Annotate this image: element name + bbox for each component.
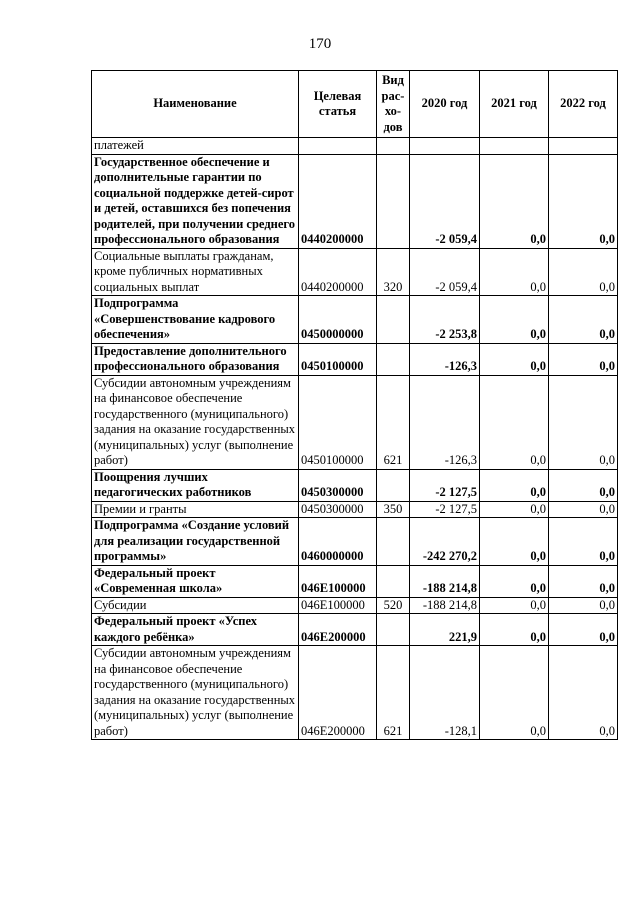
row-code: 0450300000 xyxy=(299,501,377,518)
budget-table xyxy=(91,70,618,740)
table-row xyxy=(92,154,618,248)
row-2022 xyxy=(549,138,618,155)
header-2021: 2021 год xyxy=(480,71,549,138)
row-2021: 0,0 xyxy=(480,597,549,614)
row-2021: 0,0 xyxy=(480,614,549,646)
row-code: 046E200000 xyxy=(299,646,377,740)
row-2021: 0,0 xyxy=(480,469,549,501)
row-2020: -2 253,8 xyxy=(410,296,480,344)
row-name: Предоставление дополнительного профессионального образования xyxy=(92,343,299,375)
table-row xyxy=(92,597,618,614)
row-2020: -2 127,5 xyxy=(410,501,480,518)
row-code xyxy=(299,138,377,155)
row-2022: 0,0 xyxy=(549,375,618,469)
row-code: 0450300000 xyxy=(299,469,377,501)
row-code: 0440200000 xyxy=(299,154,377,248)
row-name: Премии и гранты xyxy=(92,501,299,518)
row-type xyxy=(377,469,410,501)
row-name: Подпрограмма «Совершенствование кадрового обеспечения» xyxy=(92,296,299,344)
row-2022: 0,0 xyxy=(549,614,618,646)
row-2020: -242 270,2 xyxy=(410,518,480,566)
table-row xyxy=(92,469,618,501)
row-code: 0450100000 xyxy=(299,343,377,375)
row-name: Поощрения лучших педагогических работников xyxy=(92,469,299,501)
table-row xyxy=(92,296,618,344)
row-2020: -126,3 xyxy=(410,343,480,375)
row-type xyxy=(377,138,410,155)
row-name: Федеральный проект «Успех каждого ребёнка» xyxy=(92,614,299,646)
row-type xyxy=(377,565,410,597)
row-2021 xyxy=(480,138,549,155)
row-2022: 0,0 xyxy=(549,154,618,248)
row-2020: 221,9 xyxy=(410,614,480,646)
header-row xyxy=(92,71,618,138)
row-type: 320 xyxy=(377,248,410,296)
row-2021: 0,0 xyxy=(480,565,549,597)
row-name: Социальные выплаты гражданам, кроме публичных нормативных социальных выплат xyxy=(92,248,299,296)
table-row xyxy=(92,248,618,296)
row-type: 621 xyxy=(377,646,410,740)
table-row xyxy=(92,343,618,375)
row-code: 0450100000 xyxy=(299,375,377,469)
row-2021: 0,0 xyxy=(480,154,549,248)
row-2020: -188 214,8 xyxy=(410,565,480,597)
row-name: Государственное обеспечение и дополнительные гарантии по социальной поддержке детей-сирот и детей, оставшихся без попечения родителей, при получении среднего профессионального образования xyxy=(92,154,299,248)
row-type: 350 xyxy=(377,501,410,518)
row-2020: -126,3 xyxy=(410,375,480,469)
page-number: 170 xyxy=(308,36,332,52)
header-2020: 2020 год xyxy=(410,71,480,138)
row-2021: 0,0 xyxy=(480,501,549,518)
row-2020: -2 059,4 xyxy=(410,248,480,296)
header-type: Вид рас-хо-дов xyxy=(377,71,410,138)
row-2021: 0,0 xyxy=(480,248,549,296)
row-2020: -128,1 xyxy=(410,646,480,740)
row-name: Субсидии xyxy=(92,597,299,614)
row-type xyxy=(377,343,410,375)
table-row xyxy=(92,501,618,518)
row-code: 046E200000 xyxy=(299,614,377,646)
table-row xyxy=(92,565,618,597)
row-2022: 0,0 xyxy=(549,565,618,597)
table-row xyxy=(92,375,618,469)
row-2022: 0,0 xyxy=(549,343,618,375)
row-code: 0460000000 xyxy=(299,518,377,566)
row-type xyxy=(377,154,410,248)
row-2022: 0,0 xyxy=(549,248,618,296)
table-row xyxy=(92,614,618,646)
row-name: Подпрограмма «Создание условий для реализации государственной программы» xyxy=(92,518,299,566)
header-target: Целевая статья xyxy=(299,71,377,138)
row-2021: 0,0 xyxy=(480,518,549,566)
row-2022: 0,0 xyxy=(549,469,618,501)
row-2022: 0,0 xyxy=(549,296,618,344)
row-code: 0440200000 xyxy=(299,248,377,296)
row-type xyxy=(377,518,410,566)
row-2020: -2 127,5 xyxy=(410,469,480,501)
row-2022: 0,0 xyxy=(549,646,618,740)
row-name: Федеральный проект «Современная школа» xyxy=(92,565,299,597)
row-2022: 0,0 xyxy=(549,501,618,518)
row-code: 046E100000 xyxy=(299,597,377,614)
row-name: Субсидии автономным учреждениям на финансовое обеспечение государственного (муниципального) задания на оказание государственных (муниципальных) услуг (выполнение работ) xyxy=(92,646,299,740)
row-type xyxy=(377,614,410,646)
table-row xyxy=(92,138,618,155)
row-2020 xyxy=(410,138,480,155)
row-type: 621 xyxy=(377,375,410,469)
row-name: Субсидии автономным учреждениям на финансовое обеспечение государственного (муниципального) задания на оказание государственных (муниципальных) услуг (выполнение работ) xyxy=(92,375,299,469)
row-name: платежей xyxy=(92,138,299,155)
table-row xyxy=(92,518,618,566)
header-name: Наименование xyxy=(92,71,299,138)
row-2021: 0,0 xyxy=(480,343,549,375)
row-2022: 0,0 xyxy=(549,597,618,614)
row-2021: 0,0 xyxy=(480,646,549,740)
table-row xyxy=(92,646,618,740)
row-2021: 0,0 xyxy=(480,296,549,344)
row-2020: -2 059,4 xyxy=(410,154,480,248)
row-type: 520 xyxy=(377,597,410,614)
row-2021: 0,0 xyxy=(480,375,549,469)
row-code: 046E100000 xyxy=(299,565,377,597)
row-code: 0450000000 xyxy=(299,296,377,344)
header-2022: 2022 год xyxy=(549,71,618,138)
row-type xyxy=(377,296,410,344)
row-2020: -188 214,8 xyxy=(410,597,480,614)
row-2022: 0,0 xyxy=(549,518,618,566)
